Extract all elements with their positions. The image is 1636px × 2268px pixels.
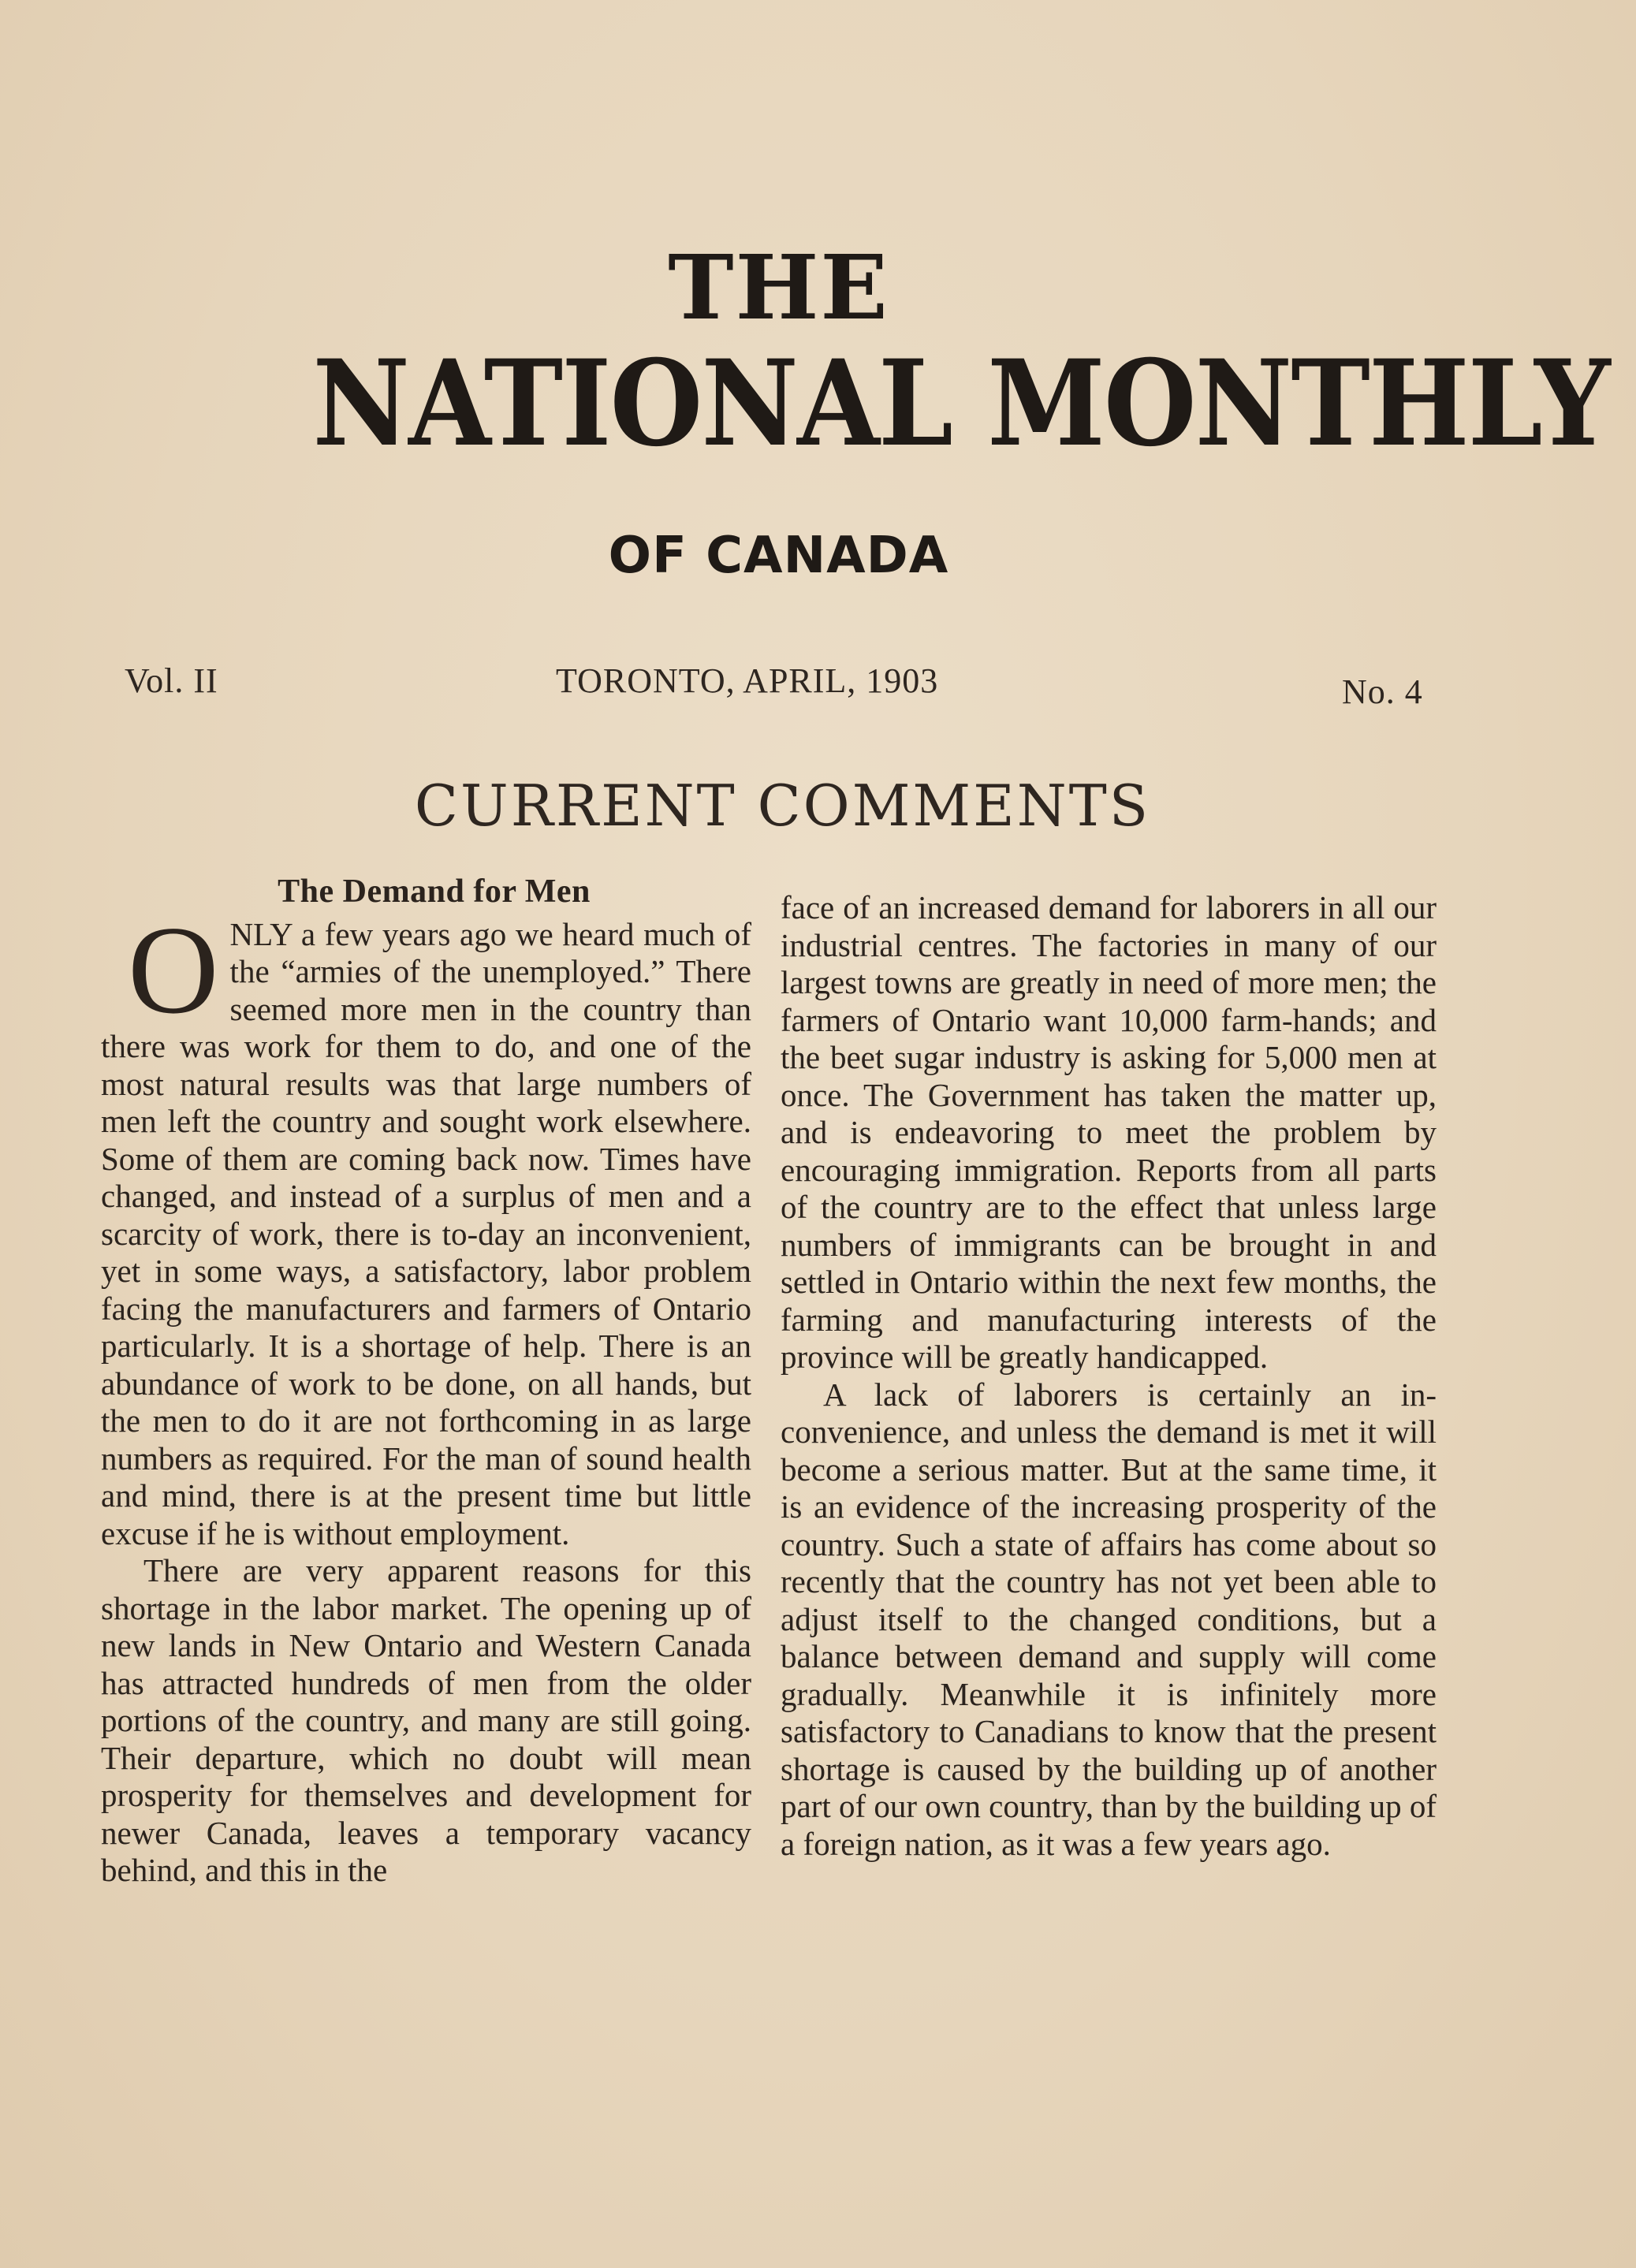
drop-cap: O <box>128 899 219 1040</box>
section-title: CURRENT COMMENTS <box>414 773 1151 839</box>
masthead-title: NATIONAL MONTHLY <box>312 334 1609 473</box>
masthead-subtitle: OF CANADA <box>608 527 949 585</box>
article-paragraph: face of an increased demand for laborers in all our industrial centres. The factories in many of our largest towns are greatly in need of more men; the farmers of Ontario want 10,000 farm-hands; and the beet sugar industry is asking for 5,000 men at once. The Government has taken the matter up, and is endeavoring to meet the problem by encouraging immigration. Reports from all parts of the country are to the effect that unless large numbers of immigrants can be brought in and settled in Ontario within the next few months, the farming and manufacturing interests of the province will be greatly handicapped. <box>781 889 1437 1375</box>
paragraph-text: NLY a few years ago we heard much of the “armies of the unemployed.” There seemed more men in the country than there was work for them to do, and one of the most natural results was that large numbers of men left the country and sought work elsewhere. Some of them are coming back now. Times have changed, and instead of a surplus of men and a scarcity of work, there is to-day an inconvenient, yet in some ways, a satisfactory, labor problem facing the manufacturers and farmers of Ontario particularly. It is a shortage of help. There is an abundance of work to be done, on all hands, but the men to do it are not forthcoming in as large numbers as required. For the man of sound health and mind, there is at the present time but little excuse if he is without employment. <box>101 915 751 1551</box>
article-paragraph: There are very apparent reasons for this shortage in the labor market. The opening up of new lands in New Ontario and Western Canada has attracted hundreds of men from the older portions of the country, and many are still going. Their departure, which no doubt will mean prosperity for themselves and development for newer Canada, leaves a temporary vacancy behind, and this in the <box>101 1552 751 1888</box>
masthead-the: THE <box>668 236 889 340</box>
volume-label: Vol. II <box>125 661 218 700</box>
right-column <box>781 889 1437 1863</box>
dateline: TORONTO, APRIL, 1903 <box>556 661 939 700</box>
left-column <box>101 873 751 1890</box>
article-paragraph: A lack of laborers is certainly an inconvenience, and unless the demand is met it will become a serious matter. But at the same time, it is an evidence of the increasing prosperity of the country. Such a state of affairs has come about so recently that the country has not yet been able to adjust itself to the changed conditions, but a balance between demand and supply will come gradually. Meanwhile it is infinitely more satisfactory to Canadians to know that the present shortage is caused by the building up of another part of our own country, than by the building up of a foreign nation, as it was a few years ago. <box>781 1376 1437 1862</box>
article-heading: The Demand for Men <box>278 873 591 910</box>
article-paragraph <box>101 899 751 1553</box>
issue-number: No. 4 <box>1342 672 1423 711</box>
